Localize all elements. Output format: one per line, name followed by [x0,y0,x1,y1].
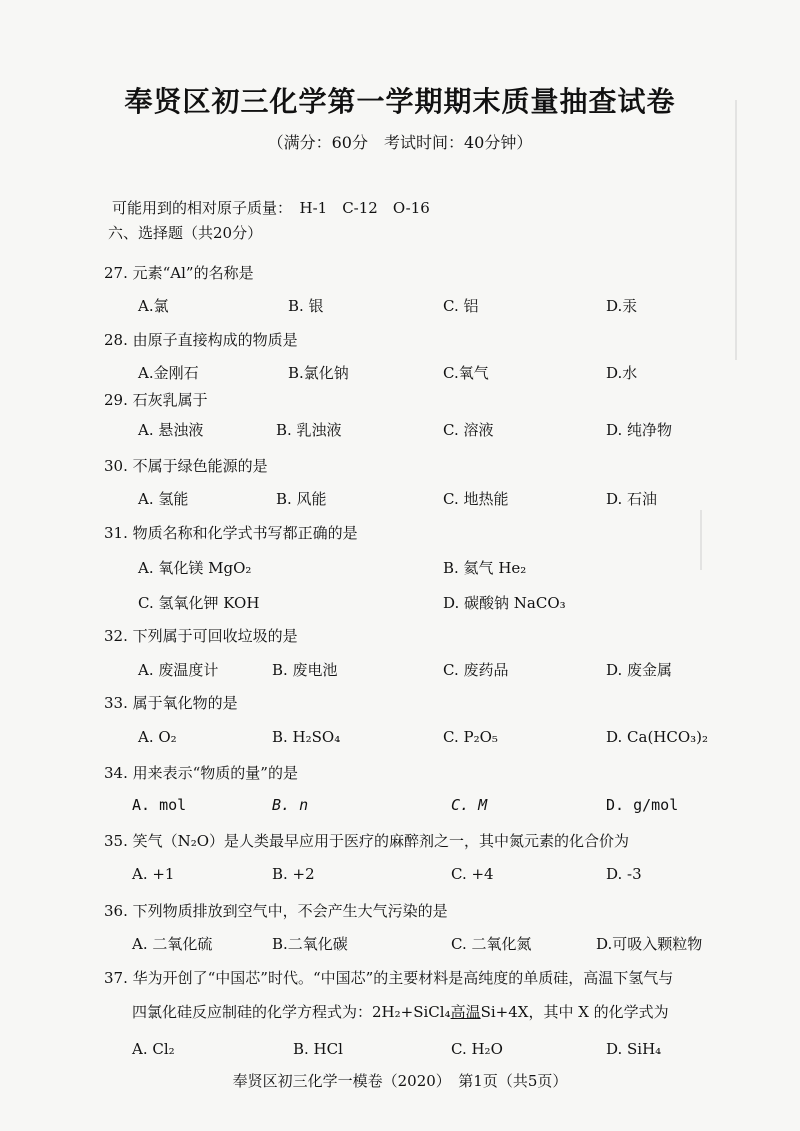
option-36d: D.可吸入颗粒物 [596,935,703,953]
question-34: 34. 用来表示“物质的量”的是 [104,764,298,782]
option-27d: D.汞 [606,297,638,315]
option-29c: C. 溶液 [443,421,494,439]
option-31b: B. 氦气 He₂ [443,559,527,577]
exam-title: 奉贤区初三化学第一学期期末质量抽查试卷 [124,85,676,118]
equation-condition: 高温 [450,1003,481,1021]
option-33b: B. H₂SO₄ [272,728,341,746]
question-32: 32. 下列属于可回收垃圾的是 [104,627,298,645]
option-32d: D. 废金属 [606,661,673,679]
question-31: 31. 物质名称和化学式书写都正确的是 [104,524,358,542]
option-34d: D. g/mol [606,796,679,814]
option-29b: B. 乳浊液 [276,421,342,439]
scan-artifact [700,510,702,570]
option-30a: A. 氢能 [138,490,189,508]
option-30c: C. 地热能 [443,490,509,508]
question-28: 28. 由原子直接构成的物质是 [104,331,298,349]
option-37d: D. SiH₄ [606,1040,662,1058]
option-34b: B. n [272,796,309,814]
question-33: 33. 属于氧化物的是 [104,694,238,712]
option-36c: C. 二氧化氮 [451,935,532,953]
option-31a: A. 氧化镁 MgO₂ [138,559,252,577]
option-33d: D. Ca(HCO₃)₂ [606,728,709,746]
option-37a: A. Cl₂ [132,1040,175,1058]
equation-left: 四氯化硅反应制硅的化学方程式为：2H₂+SiCl₄ [132,1003,451,1021]
option-36b: B.二氧化碳 [272,935,348,953]
option-30b: B. 风能 [276,490,327,508]
question-27: 27. 元素“Al”的名称是 [104,264,254,282]
option-34a: A. mol [132,796,187,814]
page-footer: 奉贤区初三化学一模卷（2020） 第1页（共5页） [232,1072,568,1090]
option-27a: A.氯 [138,297,169,315]
option-33a: A. O₂ [138,728,177,746]
option-32a: A. 废温度计 [138,661,219,679]
option-31d: D. 碳酸钠 NaCO₃ [443,594,566,612]
option-34c: C. M [451,796,488,814]
question-30: 30. 不属于绿色能源的是 [104,457,268,475]
option-27c: C. 铝 [443,297,479,315]
option-33c: C. P₂O₅ [443,728,498,746]
option-36a: A. 二氧化硫 [132,935,213,953]
option-28b: B.氯化钠 [288,364,349,382]
question-29: 29. 石灰乳属于 [104,391,208,409]
option-35a: A. +1 [132,865,175,883]
option-37b: B. HCl [293,1040,343,1058]
option-28d: D.水 [606,364,638,382]
option-35d: D. -3 [606,865,642,883]
option-32c: C. 废药品 [443,661,509,679]
option-30d: D. 石油 [606,490,658,508]
question-37-line2 [132,1001,669,1022]
equation-right: Si+4X，其中 X 的化学式为 [480,1003,669,1021]
atomic-masses: 可能用到的相对原子质量： H-1 C-12 O-16 [112,199,430,217]
option-27b: B. 银 [288,297,324,315]
option-28a: A.金刚石 [138,364,199,382]
exam-subtitle: （满分：60分 考试时间：40分钟） [267,133,533,152]
option-28c: C.氧气 [443,364,489,382]
option-37c: C. H₂O [451,1040,503,1058]
question-35: 35. 笑气（N₂O）是人类最早应用于医疗的麻醉剂之一，其中氮元素的化合价为 [104,832,630,850]
option-29a: A. 悬浊液 [138,421,204,439]
question-36: 36. 下列物质排放到空气中，不会产生大气污染的是 [104,902,448,920]
option-35b: B. +2 [272,865,315,883]
option-31c: C. 氢氧化钾 KOH [138,594,260,612]
section-heading: 六、选择题（共20分） [108,224,263,242]
option-29d: D. 纯净物 [606,421,673,439]
option-32b: B. 废电池 [272,661,338,679]
option-35c: C. +4 [451,865,494,883]
question-37: 37. 华为开创了“中国芯”时代。“中国芯”的主要材料是高纯度的单质硅，高温下氢气与 [104,969,674,987]
